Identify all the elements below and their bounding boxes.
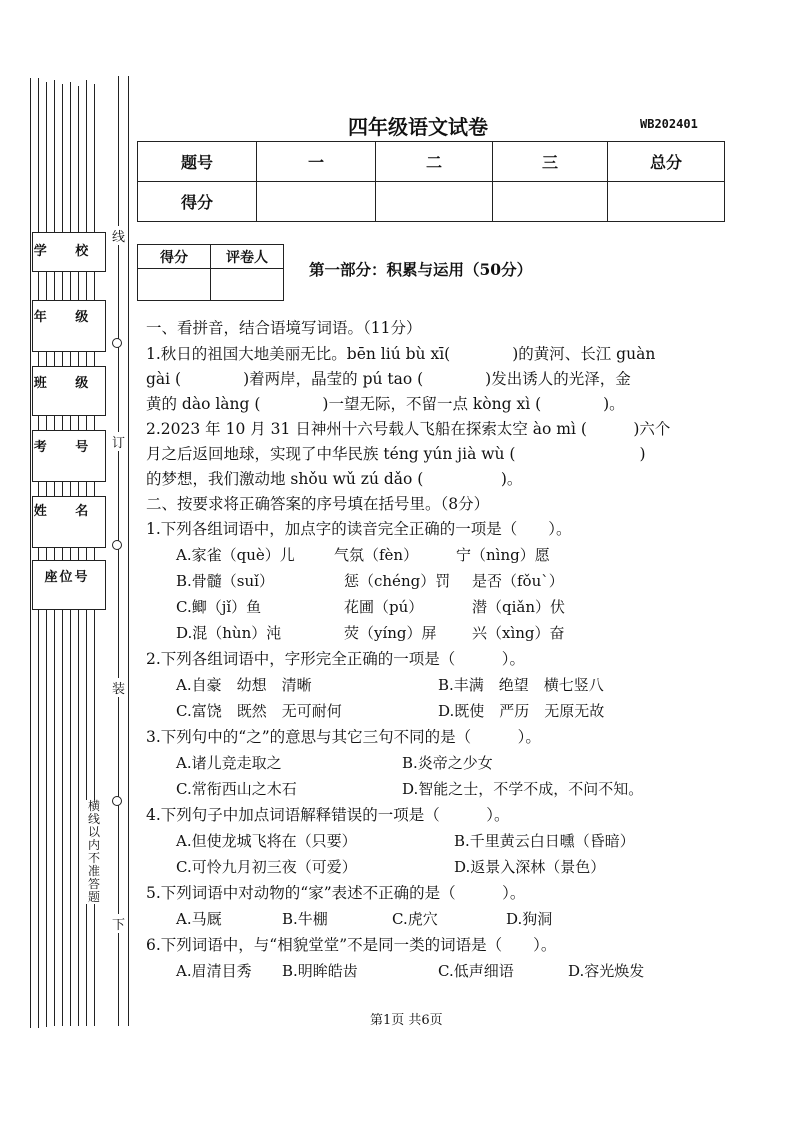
grader-score-cell[interactable] bbox=[138, 269, 211, 301]
mc4-optionC: C.可怜九月初三夜（可爱） bbox=[176, 858, 357, 876]
grader-box-score-label: 得分 bbox=[138, 245, 211, 269]
part1-title: 第一部分：积累与运用（50分） bbox=[309, 260, 533, 279]
q2-line2: 月之后返回地球，实现了中华民族 téng yún jià wù ( ) bbox=[146, 445, 646, 463]
mc1-optionB-2: 惩（chéng）罚 bbox=[344, 572, 451, 590]
binding-hole-3 bbox=[112, 796, 122, 806]
grade-label: 年 级 bbox=[33, 310, 101, 325]
mc1-question: 1.下列各组词语中，加点字的读音完全正确的一项是（ ）。 bbox=[146, 520, 572, 538]
bind-char-xia: 下 bbox=[112, 914, 125, 933]
q2-line1: 2.2023 年 10 月 31 日神州十六号载人飞船在探索太空 ào mì ( )六个 bbox=[146, 420, 671, 438]
mc3-optionC: C.常衔西山之木石 bbox=[176, 780, 297, 798]
score-cell-part3[interactable] bbox=[493, 182, 608, 222]
grader-box-grader-label: 评卷人 bbox=[211, 245, 284, 269]
score-table bbox=[137, 141, 725, 222]
mc1-optionC-2: 花圃（pú） bbox=[344, 598, 424, 616]
score-table-header-total: 总分 bbox=[608, 142, 725, 182]
mc4-optionD: D.返景入深林（景色） bbox=[454, 858, 606, 876]
mc3-optionA: A.诸儿竞走取之 bbox=[176, 754, 282, 772]
name-label: 姓 名 bbox=[33, 504, 101, 519]
bind-char-zhuang: 装 bbox=[112, 678, 125, 697]
mc2-optionD: D.既使 严历 无原无故 bbox=[438, 702, 605, 720]
mc4-optionA: A.但使龙城飞将在（只要） bbox=[176, 832, 357, 850]
section2-heading: 二、按要求将正确答案的序号填在括号里。（8分） bbox=[146, 495, 490, 513]
mc4-optionB: B.千里黄云白日曛（昏暗） bbox=[454, 832, 635, 850]
grader-name-cell[interactable] bbox=[211, 269, 284, 301]
score-table-header-part3: 三 bbox=[493, 142, 608, 182]
q2-line3: 的梦想，我们激动地 shǒu wǔ zú dǎo ( )。 bbox=[146, 470, 523, 488]
mc6-optionC: C.低声细语 bbox=[438, 962, 514, 980]
mc5-optionC: C.虎穴 bbox=[392, 910, 438, 928]
mc1-optionB-3: 是否（fǒu`） bbox=[472, 572, 564, 590]
mc1-optionB-1: B.骨髓（suǐ） bbox=[176, 572, 274, 590]
mc6-optionD: D.容光焕发 bbox=[568, 962, 645, 980]
exam-number-label: 考 号 bbox=[33, 440, 101, 455]
bind-char-xian: 线 bbox=[112, 226, 125, 245]
mc3-optionB: B.炎帝之少女 bbox=[402, 754, 493, 772]
mc4-question: 4.下列句子中加点词语解释错误的一项是（ ）。 bbox=[146, 806, 510, 824]
grader-box bbox=[137, 244, 284, 301]
score-table-header-part1: 一 bbox=[257, 142, 376, 182]
score-table-header-part2: 二 bbox=[376, 142, 493, 182]
mc2-optionB: B.丰满 绝望 横七竖八 bbox=[438, 676, 604, 694]
mc1-optionD-3: 兴（xìng）奋 bbox=[472, 624, 565, 642]
exam-code: WB202401 bbox=[640, 117, 698, 131]
mc2-question: 2.下列各组词语中，字形完全正确的一项是（ ）。 bbox=[146, 650, 526, 668]
mc2-optionC: C.富饶 既然 无可耐何 bbox=[176, 702, 342, 720]
mc1-optionA-2: 气氛（fèn） bbox=[334, 546, 419, 564]
mc1-optionD-2: 荧（yíng）屏 bbox=[344, 624, 437, 642]
score-table-row-label: 得分 bbox=[138, 182, 257, 222]
mc1-optionC-1: C.鲫（jǐ）鱼 bbox=[176, 598, 262, 616]
score-cell-total[interactable] bbox=[608, 182, 725, 222]
binding-hole-1 bbox=[112, 338, 122, 348]
mc2-optionA: A.自豪 幼想 清晰 bbox=[176, 676, 312, 694]
q1-line1: 1.秋日的祖国大地美丽无比。bēn liú bù xī( )的黄河、长江 guàn bbox=[146, 345, 656, 363]
mc5-question: 5.下列词语中对动物的“家”表述不正确的是（ ）。 bbox=[146, 884, 526, 902]
mc6-optionB: B.明眸皓齿 bbox=[282, 962, 358, 980]
seat-number-label: 座位号 bbox=[44, 570, 90, 585]
no-answer-warning: 横线以内不准答题 bbox=[84, 800, 104, 904]
mc1-optionC-3: 潜（qiǎn）伏 bbox=[472, 598, 566, 616]
mc6-optionA: A.眉清目秀 bbox=[176, 962, 252, 980]
score-cell-part1[interactable] bbox=[257, 182, 376, 222]
score-table-header-question-no: 题号 bbox=[138, 142, 257, 182]
page-footer: 第1页 共6页 bbox=[370, 1013, 443, 1028]
mc1-optionD-1: D.混（hùn）沌 bbox=[176, 624, 282, 642]
q1-line2: gài ( )着两岸，晶莹的 pú tao ( )发出诱人的光泽，金 bbox=[146, 370, 631, 388]
mc5-optionD: D.狗洞 bbox=[506, 910, 553, 928]
school-label: 学 校 bbox=[33, 244, 101, 259]
mc6-question: 6.下列词语中，与“相貌堂堂”不是同一类的词语是（ ）。 bbox=[146, 936, 557, 954]
score-cell-part2[interactable] bbox=[376, 182, 493, 222]
exam-title: 四年级语文试卷 bbox=[348, 115, 488, 139]
mc5-optionB: B.牛棚 bbox=[282, 910, 328, 928]
binding-hole-2 bbox=[112, 540, 122, 550]
bind-char-ding: 订 bbox=[112, 432, 125, 451]
mc5-optionA: A.马厩 bbox=[176, 910, 222, 928]
section1-heading: 一、看拼音，结合语境写词语。（11分） bbox=[146, 319, 422, 337]
class-label: 班 级 bbox=[33, 376, 101, 391]
mc1-optionA-3: 宁（nìng）愿 bbox=[456, 546, 550, 564]
mc3-optionD: D.智能之士，不学不成，不问不知。 bbox=[402, 780, 644, 798]
mc1-optionA-1: A.家雀（què）儿 bbox=[176, 546, 295, 564]
mc3-question: 3.下列句中的“之”的意思与其它三句不同的是（ ）。 bbox=[146, 728, 541, 746]
q1-line3: 黄的 dào làng ( )一望无际，不留一点 kòng xì ( )。 bbox=[146, 395, 625, 413]
